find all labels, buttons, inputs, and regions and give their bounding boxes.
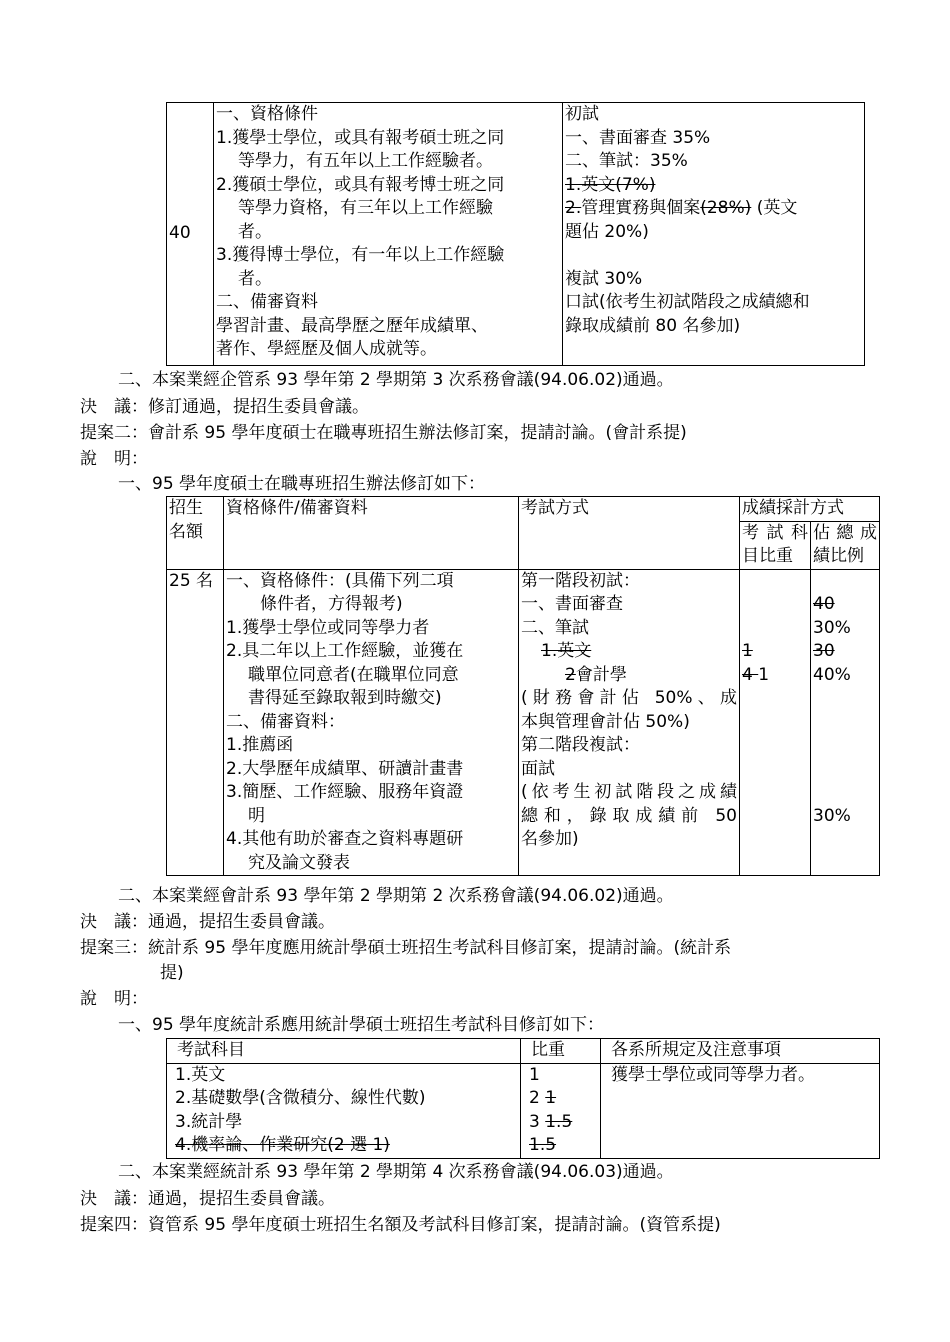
header-weight: 考試科 目比重 <box>740 521 811 569</box>
header-qualify: 資格條件/備審資料 <box>224 497 519 570</box>
paragraph-line: 二、本案業經會計系 93 學年第 2 學期第 2 次系務會議(94.06.02)通過。 <box>118 886 674 906</box>
header-quota: 招生 名額 <box>167 497 224 570</box>
ratio-value: 30% <box>813 805 851 826</box>
qualify-line: 二、備審資料 <box>216 292 318 312</box>
exam-line: (依考生初試階段之成績 <box>521 782 737 802</box>
proposal-title: 提案四：資管系 95 學年度碩士班招生名額及考試科目修訂案，提請討論。(資管系提) <box>80 1215 721 1235</box>
exam-line: 口試(依考生初試階段之成績總和 <box>565 292 810 312</box>
exam-line: 題佔 20%) <box>565 221 649 242</box>
paragraph-line: 二、本案業經企管系 93 學年第 2 學期第 3 次系務會議(94.06.02)通過。 <box>118 370 674 390</box>
exam-line: 名參加) <box>521 829 579 849</box>
exam-line: 二、筆試 <box>521 617 589 638</box>
qualify-line: 2.具二年以上工作經驗，並獲在 <box>226 641 464 661</box>
quota-cell: 25 名 <box>167 569 224 876</box>
note-cell: 獲學士學位或同等學力者。 <box>601 1063 880 1158</box>
weight-value: 3 <box>529 1111 546 1132</box>
header-score: 成績採計方式 <box>740 497 880 522</box>
struck-text: 1.5 <box>529 1135 557 1155</box>
explanation-label: 說 明： <box>80 989 148 1009</box>
qualify-line: 3.獲得博士學位，有一年以上工作經驗 <box>216 245 505 265</box>
qualify-line: 職單位同意者(在職單位同意 <box>248 664 459 685</box>
weight-value: 1 <box>529 1064 540 1085</box>
qualify-line: 條件者，方得報考) <box>260 594 403 614</box>
qualify-cell <box>224 569 519 876</box>
weight-line <box>742 664 808 688</box>
qualify-line: 二、備審資料： <box>226 711 345 732</box>
paragraph-line: 二、本案業經統計系 93 學年第 2 學期第 4 次系務會議(94.06.03)通過。 <box>118 1162 674 1182</box>
qualify-line: 一、資格條件 <box>216 104 318 124</box>
admission-table-accounting <box>166 496 880 876</box>
header-subject: 考試科目 <box>167 1039 521 1064</box>
qualify-line: 一、資格條件：(具備下列二項 <box>226 570 454 591</box>
exam-cell <box>563 103 865 366</box>
weight-cell <box>740 569 811 876</box>
subject-line: 2.基礎數學(含微積分、線性代數) <box>175 1088 426 1108</box>
exam-line: 面試 <box>521 758 555 779</box>
qualify-line: 者。 <box>238 268 272 289</box>
qualify-line: 等學力，有五年以上工作經驗者。 <box>238 151 493 171</box>
exam-line: 錄取成績前 80 名參加) <box>565 315 741 336</box>
paragraph-line: 一、95 學年度碩士在職專班招生辦法修訂如下： <box>118 474 486 494</box>
qualify-line: 書得延至錄取報到時繳交) <box>248 688 442 708</box>
struck-text: 1.5 <box>545 1111 573 1132</box>
weight-cell <box>521 1063 601 1158</box>
qualify-line: 2.獲碩士學位，或具有報考博士班之同 <box>216 174 505 195</box>
subject-cell <box>167 1063 521 1158</box>
qualify-cell <box>214 103 563 366</box>
quota-cell: 40 <box>167 103 214 366</box>
exam-line <box>521 640 737 664</box>
header-weight: 比重 <box>521 1039 601 1064</box>
qualify-line: 學習計畫、最高學歷之歷年成績單、 <box>216 315 488 336</box>
weight-value: 1 <box>758 664 770 685</box>
table-row <box>167 569 880 876</box>
resolution-line: 決 議：通過，提招生委員會議。 <box>80 912 335 932</box>
qualify-line: 著作、學經歷及個人成就等。 <box>216 339 437 359</box>
table-header-row <box>167 497 880 522</box>
qualify-line: 3.簡歷、工作經驗、服務年資證 <box>226 782 464 802</box>
qualify-line: 究及論文發表 <box>248 852 350 873</box>
exam-cell <box>519 569 740 876</box>
proposal-title: 提案三：統計系 95 學年度應用統計學碩士班招生考試科目修訂案，提請討論。(統計系 <box>80 938 732 958</box>
explanation-label: 說 明： <box>80 449 148 469</box>
exam-line: (財務會計佔 50%、成 <box>521 688 737 708</box>
weight-value: 2 <box>529 1088 546 1108</box>
qualify-line: 4.其他有助於審查之資料專題研 <box>226 829 464 849</box>
exam-line <box>565 197 862 221</box>
header-note: 各系所規定及注意事項 <box>601 1039 880 1064</box>
ratio-value: 30% <box>813 617 851 638</box>
qualify-line: 1.推薦函 <box>226 735 294 755</box>
struck-text: 4 <box>742 664 759 685</box>
exam-line: 第二階段複試： <box>521 735 640 755</box>
qualify-line: 2.大學歷年成績單、研讀計畫書 <box>226 758 464 779</box>
exam-line: 二、筆試：35% <box>565 151 688 171</box>
weight-line <box>529 1111 598 1135</box>
table-row <box>167 1063 880 1158</box>
subject-line: 3.統計學 <box>175 1111 243 1132</box>
exam-line: 總和，錄取成績前 50 <box>521 805 737 826</box>
proposal-title-cont: 提) <box>160 963 184 983</box>
struck-text: 1 <box>742 641 753 661</box>
qualify-line: 1.獲學士學位，或具有報考碩士班之同 <box>216 127 505 148</box>
table-header-row <box>167 1039 880 1064</box>
subject-line: 1.英文 <box>175 1064 226 1085</box>
qualify-line: 等學力資格，有三年以上工作經驗 <box>238 198 493 218</box>
resolution-line: 決 議：修訂通過，提招生委員會議。 <box>80 397 369 417</box>
qualify-line: 1.獲學士學位或同等學力者 <box>226 617 430 638</box>
struck-text: 30 <box>813 641 835 661</box>
struck-text: 1.英文 <box>541 641 592 661</box>
struck-text: 4.機率論、作業研究(2 選 1) <box>175 1135 390 1155</box>
qualify-line: 明 <box>248 805 265 826</box>
table-row <box>167 103 865 366</box>
struck-text: (28%) <box>700 198 752 218</box>
exam-line: 本與管理會計佔 50%) <box>521 711 690 732</box>
weight-line <box>529 1087 598 1111</box>
ratio-value: 40% <box>813 664 851 685</box>
admission-table-business <box>166 102 865 366</box>
exam-line: 初試 <box>565 104 599 124</box>
resolution-line: 決 議：通過，提招生委員會議。 <box>80 1189 335 1209</box>
exam-line-struck: 1.英文(7%) <box>565 174 656 195</box>
header-exam: 考試方式 <box>519 497 740 570</box>
exam-line <box>521 664 737 688</box>
header-ratio: 佔總成 績比例 <box>811 521 880 569</box>
ratio-cell <box>811 569 880 876</box>
struck-text: 2. <box>565 198 582 218</box>
paragraph-line: 一、95 學年度統計系應用統計學碩士班招生考試科目修訂如下： <box>118 1015 605 1035</box>
qualify-line: 者。 <box>238 221 272 242</box>
exam-line: 第一階段初試： <box>521 570 640 591</box>
proposal-title: 提案二：會計系 95 學年度碩士在職專班招生辦法修訂案，提請討論。(會計系提) <box>80 423 687 443</box>
struck-text: 2 <box>565 664 576 685</box>
exam-subject-table <box>166 1038 880 1159</box>
struck-text: 1 <box>545 1088 557 1108</box>
exam-line <box>565 244 862 268</box>
exam-line: 複試 30% <box>565 268 643 289</box>
exam-text: 管理實務與個案 <box>581 198 701 218</box>
exam-line: 一、書面審查 <box>521 594 623 614</box>
exam-text: 會計學 <box>575 664 627 685</box>
struck-text: 40 <box>813 594 835 614</box>
exam-line: 一、書面審查 35% <box>565 127 711 148</box>
exam-text: (英文 <box>751 198 798 218</box>
